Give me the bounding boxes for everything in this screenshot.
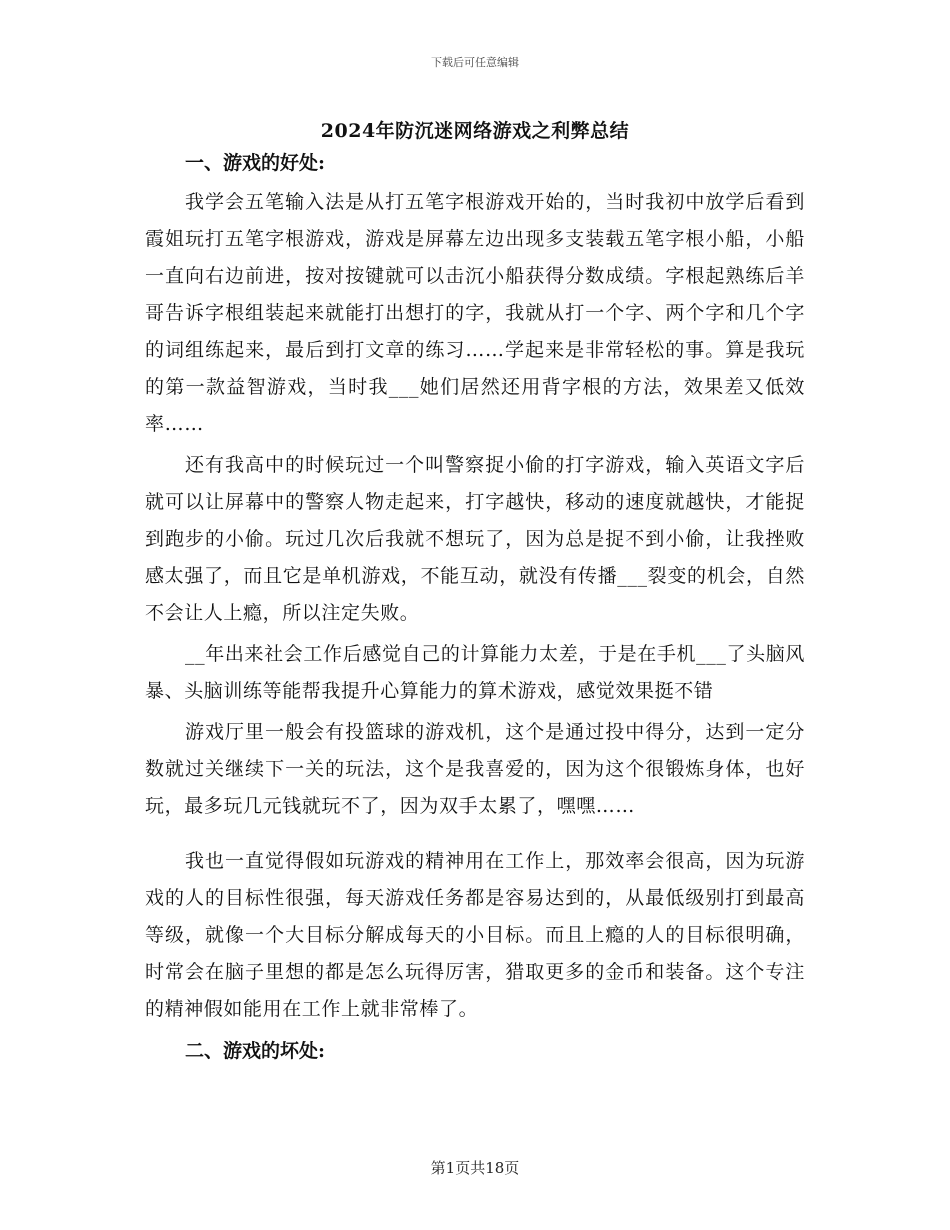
paragraph: __年出来社会工作后感觉自己的计算能力太差，于是在手机___了头脑风暴、头脑训练等能帮我提升心算能力的算术游戏，感觉效果挺不错: [145, 643, 805, 702]
paragraph: 我也一直觉得假如玩游戏的精神用在工作上，那效率会很高，因为玩游戏的人的目标性很强，每天游戏任务都是容易达到的，从最低级别打到最高等级，就像一个大目标分解成每天的小目标。而且上瘾的人的目标很明确，时常会在脑子里想的都是怎么玩得厉害，猎取更多的金币和装备。这个专注的精神假如能用在工作上就非常棒了。: [145, 850, 805, 1020]
header-note: 下载后可任意编辑: [431, 56, 519, 69]
section-heading-benefits: 一、游戏的好处:: [185, 152, 326, 174]
page-number-footer: 第1页共18页: [430, 1159, 520, 1177]
paragraph: 还有我高中的时候玩过一个叫警察捉小偷的打字游戏，输入英语文字后就可以让屏幕中的警察人物走起来，打字越快，移动的速度就越快，才能捉到跑步的小偷。玩过几次后我就不想玩了，因为总是捉不到小偷，让我挫败感太强了，而且它是单机游戏，不能互动，就没有传播___裂变的机会，自然不会让人上瘾，所以注定失败。: [145, 454, 805, 624]
paragraph: 我学会五笔输入法是从打五笔字根游戏开始的，当时我初中放学后看到霞姐玩打五笔字根游戏，游戏是屏幕左边出现多支装载五笔字根小船，小船一直向右边前进，按对按键就可以击沉小船获得分数成绩。字根起熟练后羊哥告诉字根组装起来就能打出想打的字，我就从打一个字、两个字和几个字的词组练起来，最后到打文章的练习……学起来是非常轻松的事。算是我玩的第一款益智游戏，当时我___她们居然还用背字根的方法，效果差又低效率……: [145, 191, 805, 435]
paragraph: 游戏厅里一般会有投篮球的游戏机，这个是通过投中得分，达到一定分数就过关继续下一关的玩法，这个是我喜爱的，因为这个很锻炼身体，也好玩，最多玩几元钱就玩不了，因为双手太累了，嘿嘿……: [145, 721, 805, 817]
document-body: [145, 146, 805, 1068]
document-title: 2024年防沉迷网络游戏之利弊总结: [320, 120, 630, 142]
section-heading-drawbacks: 二、游戏的坏处:: [185, 1040, 326, 1062]
